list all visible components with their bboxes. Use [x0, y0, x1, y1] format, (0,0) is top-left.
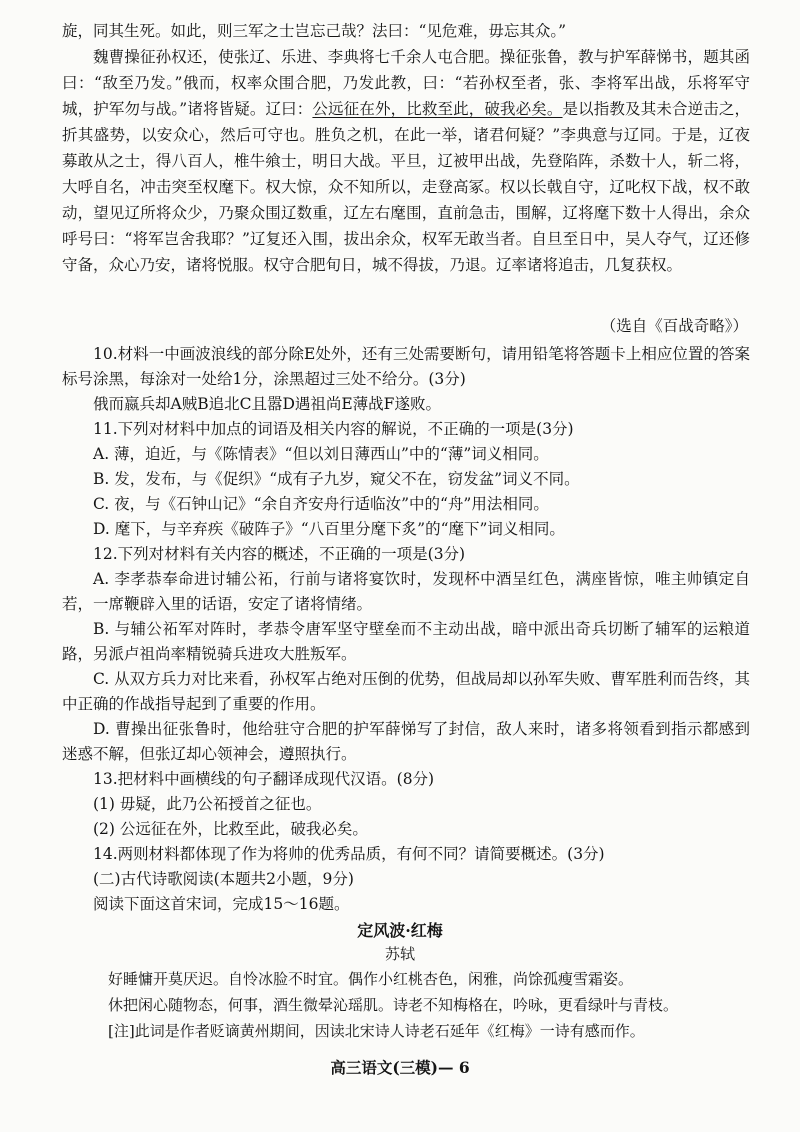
material-paragraph-2-part1: 魏曹操征孙权还，使张辽、乐进、李典将七千余人屯合肥。操征张鲁，教与护军薛悌书，题其函曰：“敌至乃发。”俄而，权率众围合肥，乃发此教，曰：“若孙权至者，张、李将军出战，乐将军守城，护军勿与战。”诸将皆疑。辽曰：	[62, 48, 750, 118]
question-10-stem: 10.材料一中画波浪线的部分除E处外，还有三处需要断句，请用铅笔将答题卡上相应位置的答案标号涂黑，每涂对一处给1分，涂黑超过三处不给分。(3分)	[62, 345, 750, 388]
question-11-option-b: B. 发，发布，与《促织》“成有子九岁，窥父不在，窃发盆”词义不同。	[93, 470, 580, 488]
poem-line-1: 好睡慵开莫厌迟。自怜冰脸不时宜。偶作小红桃杏色，闲雅，尚馀孤瘦雪霜姿。	[108, 970, 634, 988]
section-2-heading: (二)古代诗歌阅读(本题共2小题，9分)	[93, 870, 354, 888]
page-footer: 高三语文(三模)— 6	[330, 1058, 470, 1077]
question-11-stem: 11.下列对材料中加点的词语及相关内容的解说，不正确的一项是(3分)	[93, 420, 574, 438]
poem-title: 定风波·红梅	[357, 921, 443, 940]
material-line-0: 旋，同其生死。如此，则三军之士岂忘己哉？法曰：“见危难，毋忘其众。”	[62, 22, 567, 40]
section-2-instruction: 阅读下面这首宋词，完成15～16题。	[93, 895, 350, 913]
poem-author: 苏轼	[384, 945, 415, 963]
question-12-option-d: D. 曹操出征张鲁时，他给驻守合肥的护军薛悌写了封信，敌人来时，诸多将领看到指示都感到迷惑不解，但张辽却心领神会，遵照执行。	[62, 720, 750, 763]
material-paragraph-2-part2: 是以指教及其未合逆击之，折其盛势，以安众心，然后可守也。胜负之机，在此一举，诸君何疑？”李典意与辽同。于是，辽夜募敢从之士，得八百人，椎牛飨士，明日大战。平旦，辽被甲出战，先登陷阵，杀数十人，斩二将，大呼自名，冲击突至权麾下。权大惊，众不知所以，走登高冢。权以长戟自守，辽叱权下战，权不敢动，望见辽所将众少，乃聚众围辽数重，辽左右麾围，直前急击，围解，辽将麾下数十人得出，余众呼号曰：“将军岂舍我耶？”辽复还入围，拔出余众，权军无敢当者。自旦至日中，吴人夺气，辽还修守备，众心乃安，诸将悦服。权守合肥旬日，城不得拔，乃退。辽率诸将追击，几复获权。	[62, 100, 750, 274]
question-11-option-c: C. 夜，与《石钟山记》“余自齐安舟行适临汝”中的“舟”用法相同。	[93, 495, 549, 513]
question-13-sentence-2: (2) 公远征在外，比救至此，破我必矣。	[93, 820, 368, 838]
question-13-stem: 13.把材料中画横线的句子翻译成现代汉语。(8分)	[93, 770, 435, 788]
question-14-stem: 14.两则材料都体现了作为将帅的优秀品质，有何不同？请简要概述。(3分)	[93, 845, 605, 863]
question-12-option-c: C. 从双方兵力对比来看，孙权军占绝对压倒的优势，但战局却以孙军失败、曹军胜利而告终，其中正确的作战指导起到了重要的作用。	[62, 670, 750, 713]
material-paragraph-2	[62, 44, 750, 278]
question-12-option-b: B. 与辅公祏军对阵时，孝恭令唐军坚守壁垒而不主动出战，暗中派出奇兵切断了辅军的运粮道路，另派卢祖尚率精锐骑兵进攻大胜叛军。	[62, 620, 750, 663]
question-10-sentence: 俄而嬴兵却A贼B追北C且嚣D遇祖尚E薄战F遂败。	[93, 395, 441, 413]
underlined-sentence: 公远征在外，比救至此，破我必矣。	[312, 100, 563, 118]
question-12-stem: 12.下列对材料有关内容的概述，不正确的一项是(3分)	[93, 545, 466, 563]
question-11-option-a: A. 薄，迫近，与《陈情表》“但以刘日薄西山”中的“薄”词义相同。	[93, 445, 549, 463]
question-12-option-a: A. 李孝恭奉命进讨辅公祏，行前与诸将宴饮时，发现杯中酒呈红色，满座皆惊，唯主帅镇定自若，一席鞭辟入里的话语，安定了诸将情绪。	[62, 570, 750, 613]
question-11-option-d: D. 麾下，与辛弃疾《破阵子》“八百里分麾下炙”的“麾下”词义相同。	[93, 520, 565, 538]
poem-note: [注]此词是作者贬谪黄州期间，因读北宋诗人诗老石延年《红梅》一诗有感而作。	[108, 1022, 645, 1040]
source-citation: （选自《百战奇略》）	[600, 317, 748, 335]
poem-line-2: 休把闲心随物态，何事，酒生微晕沁瑶肌。诗老不知梅格在，吟咏，更看绿叶与青枝。	[108, 996, 679, 1014]
question-13-sentence-1: (1) 毋疑，此乃公祏授首之征也。	[93, 795, 322, 813]
